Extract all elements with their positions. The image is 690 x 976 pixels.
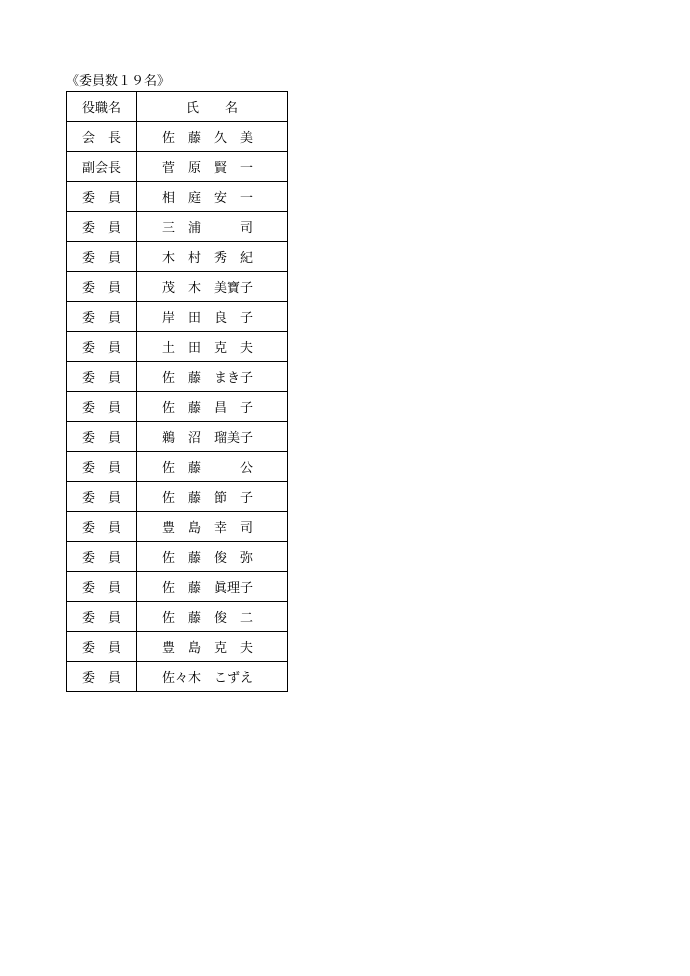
member-role-text: 委 員 <box>81 461 121 476</box>
member-name-text: 土 田 克 夫 <box>162 341 254 356</box>
member-role-text: 委 員 <box>81 671 121 686</box>
member-name-text: 佐 藤 昌 子 <box>162 401 254 416</box>
member-name-text: 木 村 秀 紀 <box>162 251 254 266</box>
member-name <box>137 362 288 392</box>
table-row <box>67 422 288 452</box>
member-role-text: 委 員 <box>81 581 121 596</box>
member-name-text: 岸 田 良 子 <box>162 311 254 326</box>
member-name <box>137 632 288 662</box>
member-role <box>67 302 137 332</box>
member-name <box>137 302 288 332</box>
member-role-text: 委 員 <box>81 641 121 656</box>
member-role <box>67 152 137 182</box>
member-role <box>67 482 137 512</box>
member-name <box>137 452 288 482</box>
member-name <box>137 152 288 182</box>
member-role-text: 委 員 <box>81 281 121 296</box>
member-name <box>137 332 288 362</box>
committee-roster-table <box>66 91 288 692</box>
member-name <box>137 272 288 302</box>
table-row <box>67 362 288 392</box>
table-row <box>67 212 288 242</box>
member-role <box>67 512 137 542</box>
member-name <box>137 482 288 512</box>
member-name-text: 豊 島 克 夫 <box>162 641 254 656</box>
table-row <box>67 332 288 362</box>
member-name-text: 佐 藤 公 <box>162 461 254 476</box>
member-role-text: 副会長 <box>81 161 121 176</box>
member-name-text: 菅 原 賢 一 <box>162 161 254 176</box>
member-role-text: 委 員 <box>81 401 121 416</box>
member-role-text: 委 員 <box>81 611 121 626</box>
table-header-row <box>67 92 288 122</box>
member-role <box>67 392 137 422</box>
member-name-text: 佐々木 こずえ <box>162 671 254 686</box>
table-row <box>67 662 288 692</box>
table-row <box>67 512 288 542</box>
member-role <box>67 662 137 692</box>
member-name <box>137 662 288 692</box>
member-role-text: 委 員 <box>81 521 121 536</box>
header-role: 役職名 <box>67 92 137 122</box>
member-role-text: 委 員 <box>81 341 121 356</box>
table-row <box>67 572 288 602</box>
member-name <box>137 422 288 452</box>
member-role <box>67 242 137 272</box>
member-role <box>67 602 137 632</box>
member-role-text: 委 員 <box>81 491 121 506</box>
member-name <box>137 182 288 212</box>
member-name-text: 佐 藤 まき子 <box>162 371 254 386</box>
member-role <box>67 272 137 302</box>
member-role-text: 委 員 <box>81 431 121 446</box>
member-role <box>67 452 137 482</box>
member-role <box>67 182 137 212</box>
member-role <box>67 122 137 152</box>
member-name-text: 佐 藤 俊 二 <box>162 611 254 626</box>
member-role <box>67 422 137 452</box>
member-name-text: 佐 藤 久 美 <box>162 131 254 146</box>
member-name <box>137 512 288 542</box>
table-row <box>67 122 288 152</box>
table-row <box>67 242 288 272</box>
member-role <box>67 632 137 662</box>
member-role <box>67 332 137 362</box>
member-role-text: 委 員 <box>81 251 121 266</box>
member-name-text: 佐 藤 眞理子 <box>162 581 254 596</box>
table-row <box>67 452 288 482</box>
member-name-text: 三 浦 司 <box>162 221 254 236</box>
member-count-caption: 《委員数１９名》 <box>66 74 171 89</box>
member-name <box>137 212 288 242</box>
member-name-text: 佐 藤 俊 弥 <box>162 551 254 566</box>
member-role-text: 委 員 <box>81 311 121 326</box>
member-role-text: 委 員 <box>81 221 121 236</box>
table-row <box>67 632 288 662</box>
member-role-text: 委 員 <box>81 551 121 566</box>
member-role-text: 委 員 <box>81 191 121 206</box>
table-row <box>67 542 288 572</box>
member-role-text: 会 長 <box>81 131 121 146</box>
table-row <box>67 482 288 512</box>
member-role-text: 委 員 <box>81 371 121 386</box>
member-name-text: 鵜 沼 瑠美子 <box>162 431 254 446</box>
member-name-text: 豊 島 幸 司 <box>162 521 254 536</box>
member-name <box>137 542 288 572</box>
member-name <box>137 392 288 422</box>
member-name <box>137 602 288 632</box>
member-name <box>137 122 288 152</box>
table-row <box>67 602 288 632</box>
table-row <box>67 392 288 422</box>
member-name-text: 佐 藤 節 子 <box>162 491 254 506</box>
header-name: 氏 名 <box>137 92 288 122</box>
roster-body <box>67 122 288 692</box>
member-role <box>67 362 137 392</box>
table-row <box>67 272 288 302</box>
table-row <box>67 302 288 332</box>
member-name <box>137 242 288 272</box>
member-name-text: 茂 木 美寶子 <box>162 281 254 296</box>
member-role <box>67 542 137 572</box>
table-row <box>67 152 288 182</box>
member-name-text: 相 庭 安 一 <box>162 191 254 206</box>
table-row <box>67 182 288 212</box>
member-name <box>137 572 288 602</box>
member-role <box>67 212 137 242</box>
member-role <box>67 572 137 602</box>
